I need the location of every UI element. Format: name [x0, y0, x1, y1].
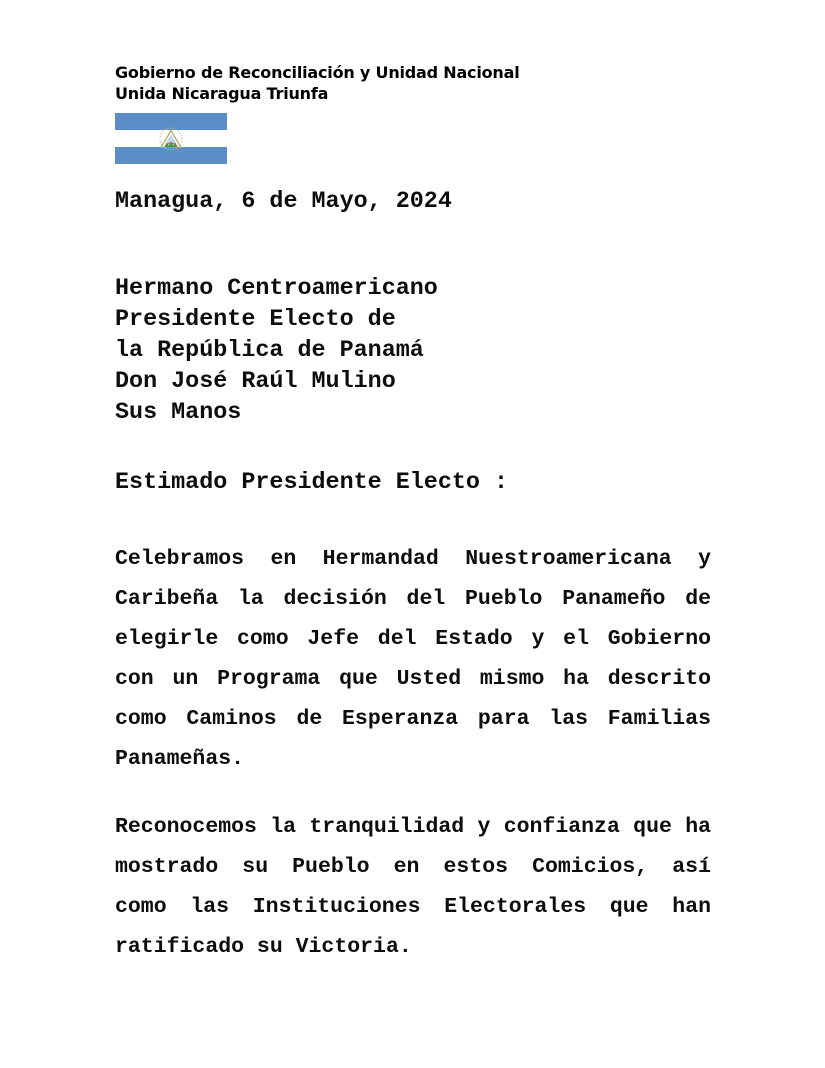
letter-paragraph-2 — [115, 807, 711, 967]
letterhead-subtitle: Unida Nicaragua Triunfa — [115, 84, 329, 103]
letter-line: Caribeña la decisión del Pueblo Panameño de — [115, 587, 711, 611]
recipient-line: Presidente Electo de — [115, 307, 396, 333]
recipient-block — [115, 274, 711, 429]
recipient-line: Sus Manos — [115, 400, 242, 426]
letterhead — [115, 0, 711, 104]
letter-line: mostrado su Pueblo en estos Comicios, así — [115, 855, 711, 879]
recipient-line: la República de Panamá — [115, 338, 424, 364]
letter-line: como Caminos de Esperanza para las Familias — [115, 707, 711, 731]
salutation: Estimado Presidente Electo : — [115, 470, 509, 496]
flag-emblem-icon — [158, 127, 184, 151]
letter-line: como las Instituciones Electorales que han — [115, 895, 711, 919]
letter-line: Reconocemos la tranquilidad y confianza que ha — [115, 815, 711, 839]
date-line: Managua, 6 de Mayo, 2024 — [115, 189, 452, 215]
letter-line: Panameñas. — [115, 747, 245, 771]
letter-line: Celebramos en Hermandad Nuestroamericana y — [115, 547, 711, 571]
recipient-line: Don José Raúl Mulino — [115, 369, 396, 395]
letter-line: elegirle como Jefe del Estado y el Gobierno — [115, 627, 711, 651]
recipient-line: Hermano Centroamericano — [115, 276, 438, 302]
nicaragua-flag-image — [115, 113, 227, 164]
letterhead-title: Gobierno de Reconciliación y Unidad Nacional — [115, 63, 520, 82]
letter-paragraph-1 — [115, 539, 711, 779]
letter-line: con un Programa que Usted mismo ha descrito — [115, 667, 711, 691]
letter-line: ratificado su Victoria. — [115, 935, 412, 959]
